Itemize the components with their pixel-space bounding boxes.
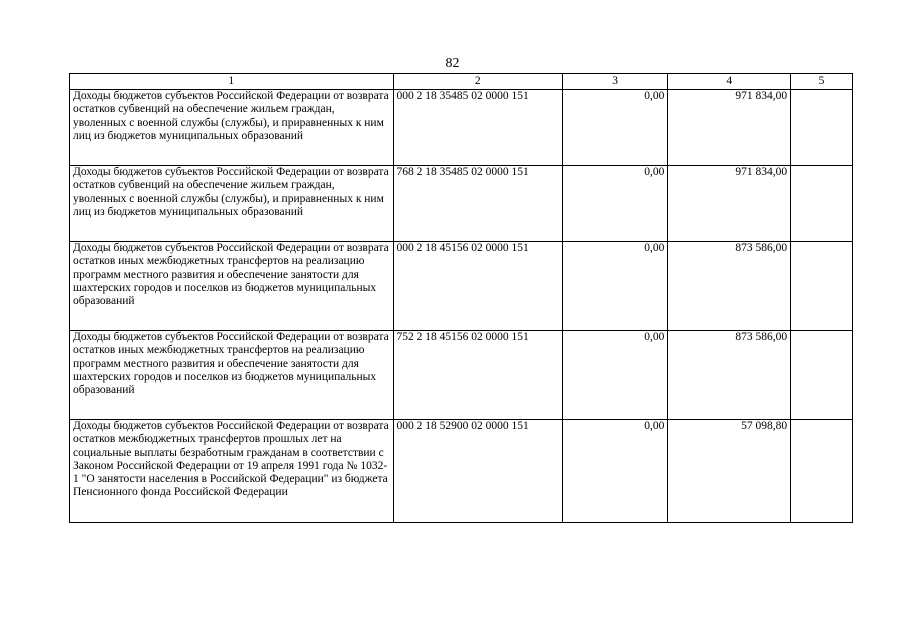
- column-5-value: [791, 242, 853, 331]
- revenue-name-cell: Доходы бюджетов субъектов Российской Федерации от возврата остатков субвенций на обеспечение жильем граждан, уволенных с военной службы (службы), и приравненных к ним лиц из бюджетов муниципальных образований: [70, 90, 394, 166]
- revenue-code-cell: 768 2 18 35485 02 0000 151: [393, 166, 562, 242]
- column-5-value: [791, 90, 853, 166]
- budget-table: [69, 73, 853, 523]
- table-header-row: [70, 74, 853, 90]
- table-row: [70, 166, 853, 242]
- column-3-value: 0,00: [562, 420, 667, 523]
- column-5-value: [791, 331, 853, 420]
- column-3-value: 0,00: [562, 90, 667, 166]
- revenue-code-cell: 752 2 18 45156 02 0000 151: [393, 331, 562, 420]
- column-4-value: 873 586,00: [668, 331, 791, 420]
- revenue-name-cell: Доходы бюджетов субъектов Российской Федерации от возврата остатков субвенций на обеспечение жильем граждан, уволенных с военной службы (службы), и приравненных к ним лиц из бюджетов муниципальных образований: [70, 166, 394, 242]
- table-row: [70, 90, 853, 166]
- page-number: 82: [445, 56, 460, 71]
- column-header-2: 2: [393, 74, 562, 90]
- column-5-value: [791, 420, 853, 523]
- revenue-name-cell: Доходы бюджетов субъектов Российской Федерации от возврата остатков иных межбюджетных трансфертов на реализацию программ местного развития и обеспечение занятости для шахтерских городов и поселков из бюджетов муниципальных образований: [70, 242, 394, 331]
- table-row: [70, 242, 853, 331]
- revenue-name-cell: Доходы бюджетов субъектов Российской Федерации от возврата остатков иных межбюджетных трансфертов на реализацию программ местного развития и обеспечение занятости для шахтерских городов и поселков из бюджетов муниципальных образований: [70, 331, 394, 420]
- column-4-value: 873 586,00: [668, 242, 791, 331]
- column-header-1: 1: [70, 74, 394, 90]
- column-header-4: 4: [668, 74, 791, 90]
- table-row: [70, 331, 853, 420]
- revenue-code-cell: 000 2 18 45156 02 0000 151: [393, 242, 562, 331]
- table-row: [70, 420, 853, 523]
- column-3-value: 0,00: [562, 166, 667, 242]
- column-4-value: 971 834,00: [668, 166, 791, 242]
- column-4-value: 971 834,00: [668, 90, 791, 166]
- column-3-value: 0,00: [562, 242, 667, 331]
- column-5-value: [791, 166, 853, 242]
- column-3-value: 0,00: [562, 331, 667, 420]
- revenue-code-cell: 000 2 18 35485 02 0000 151: [393, 90, 562, 166]
- column-4-value: 57 098,80: [668, 420, 791, 523]
- revenue-code-cell: 000 2 18 52900 02 0000 151: [393, 420, 562, 523]
- column-header-5: 5: [791, 74, 853, 90]
- column-header-3: 3: [562, 74, 667, 90]
- revenue-name-cell: Доходы бюджетов субъектов Российской Федерации от возврата остатков межбюджетных трансфертов прошлых лет на социальные выплаты безработным гражданам в соответствии с Законом Российской Федерации от 19 апреля 1991 года № 1032-1 "О занятости населения в Российской Федерации" из бюджета Пенсионного фонда Российской Федерации: [70, 420, 394, 523]
